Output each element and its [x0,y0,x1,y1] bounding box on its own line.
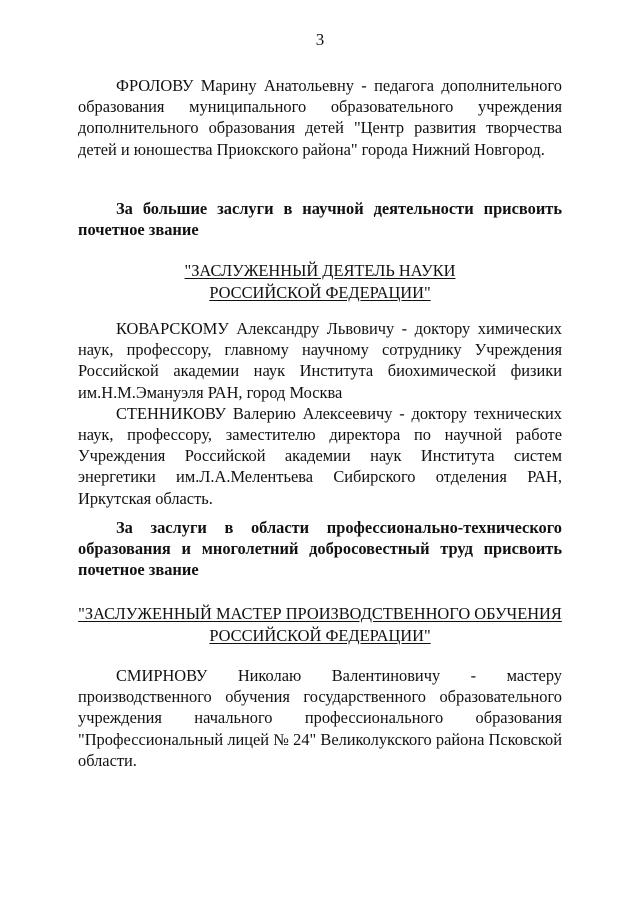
master-section-heading: За заслуги в области профессионально-технического образования и многолетний добросовестный труд присвоить почетное звание [78,518,562,580]
master-title-line1: "ЗАСЛУЖЕННЫЙ МАСТЕР ПРОИЗВОДСТВЕННОГО ОБУЧЕНИЯ [78,604,562,623]
award-stennikov-text: СТЕННИКОВУ Валерию Алексеевичу - доктору технических наук, профессору, заместителю директора по научной работе Учреждения Российской академии наук Института систем энергетики им.Л.А.Мелентьева Сибирского отделения РАН, Иркутская область. [78,403,562,508]
science-section-heading: За большие заслуги в научной деятельности присвоить почетное звание [78,199,562,240]
award-smirnov-text: производственного обучения государственного образовательного учреждения начального профессионального образования "Профессиональный лицей № 24" Великолукского района Псковской области. [78,687,562,770]
science-title-line1: "ЗАСЛУЖЕННЫЙ ДЕЯТЕЛЬ НАУКИ [184,261,456,280]
page-number: 3 [315,30,325,49]
award-frolova-block [78,75,562,160]
science-title [78,260,562,304]
award-kovarsky-text: КОВАРСКОМУ Александру Львовичу - доктору химических наук, профессору, главному научному сотруднику Учреждения Российской академии наук Института биохимической физики им.Н.М.Эмануэля РАН, город Москва [78,319,562,402]
master-awardees-block [78,665,562,771]
science-section-heading-block [78,198,562,240]
master-section-heading-block [78,517,562,581]
science-title-line2: РОССИЙСКОЙ ФЕДЕРАЦИИ" [209,283,431,302]
award-frolova-text: ФРОЛОВУ Марину Анатольевну - педагога дополнительного образования муниципального образовательного учреждения дополнительного образования детей "Центр развития творчества детей и юношества Приокского района" города Нижний Новгород. [78,76,562,159]
award-smirnov-first-line: СМИРНОВУ Николаю Валентиновичу - мастеру [116,666,562,685]
master-title-line2: РОССИЙСКОЙ ФЕДЕРАЦИИ" [209,626,431,645]
master-title [78,603,562,647]
science-awardees-block [78,318,562,509]
